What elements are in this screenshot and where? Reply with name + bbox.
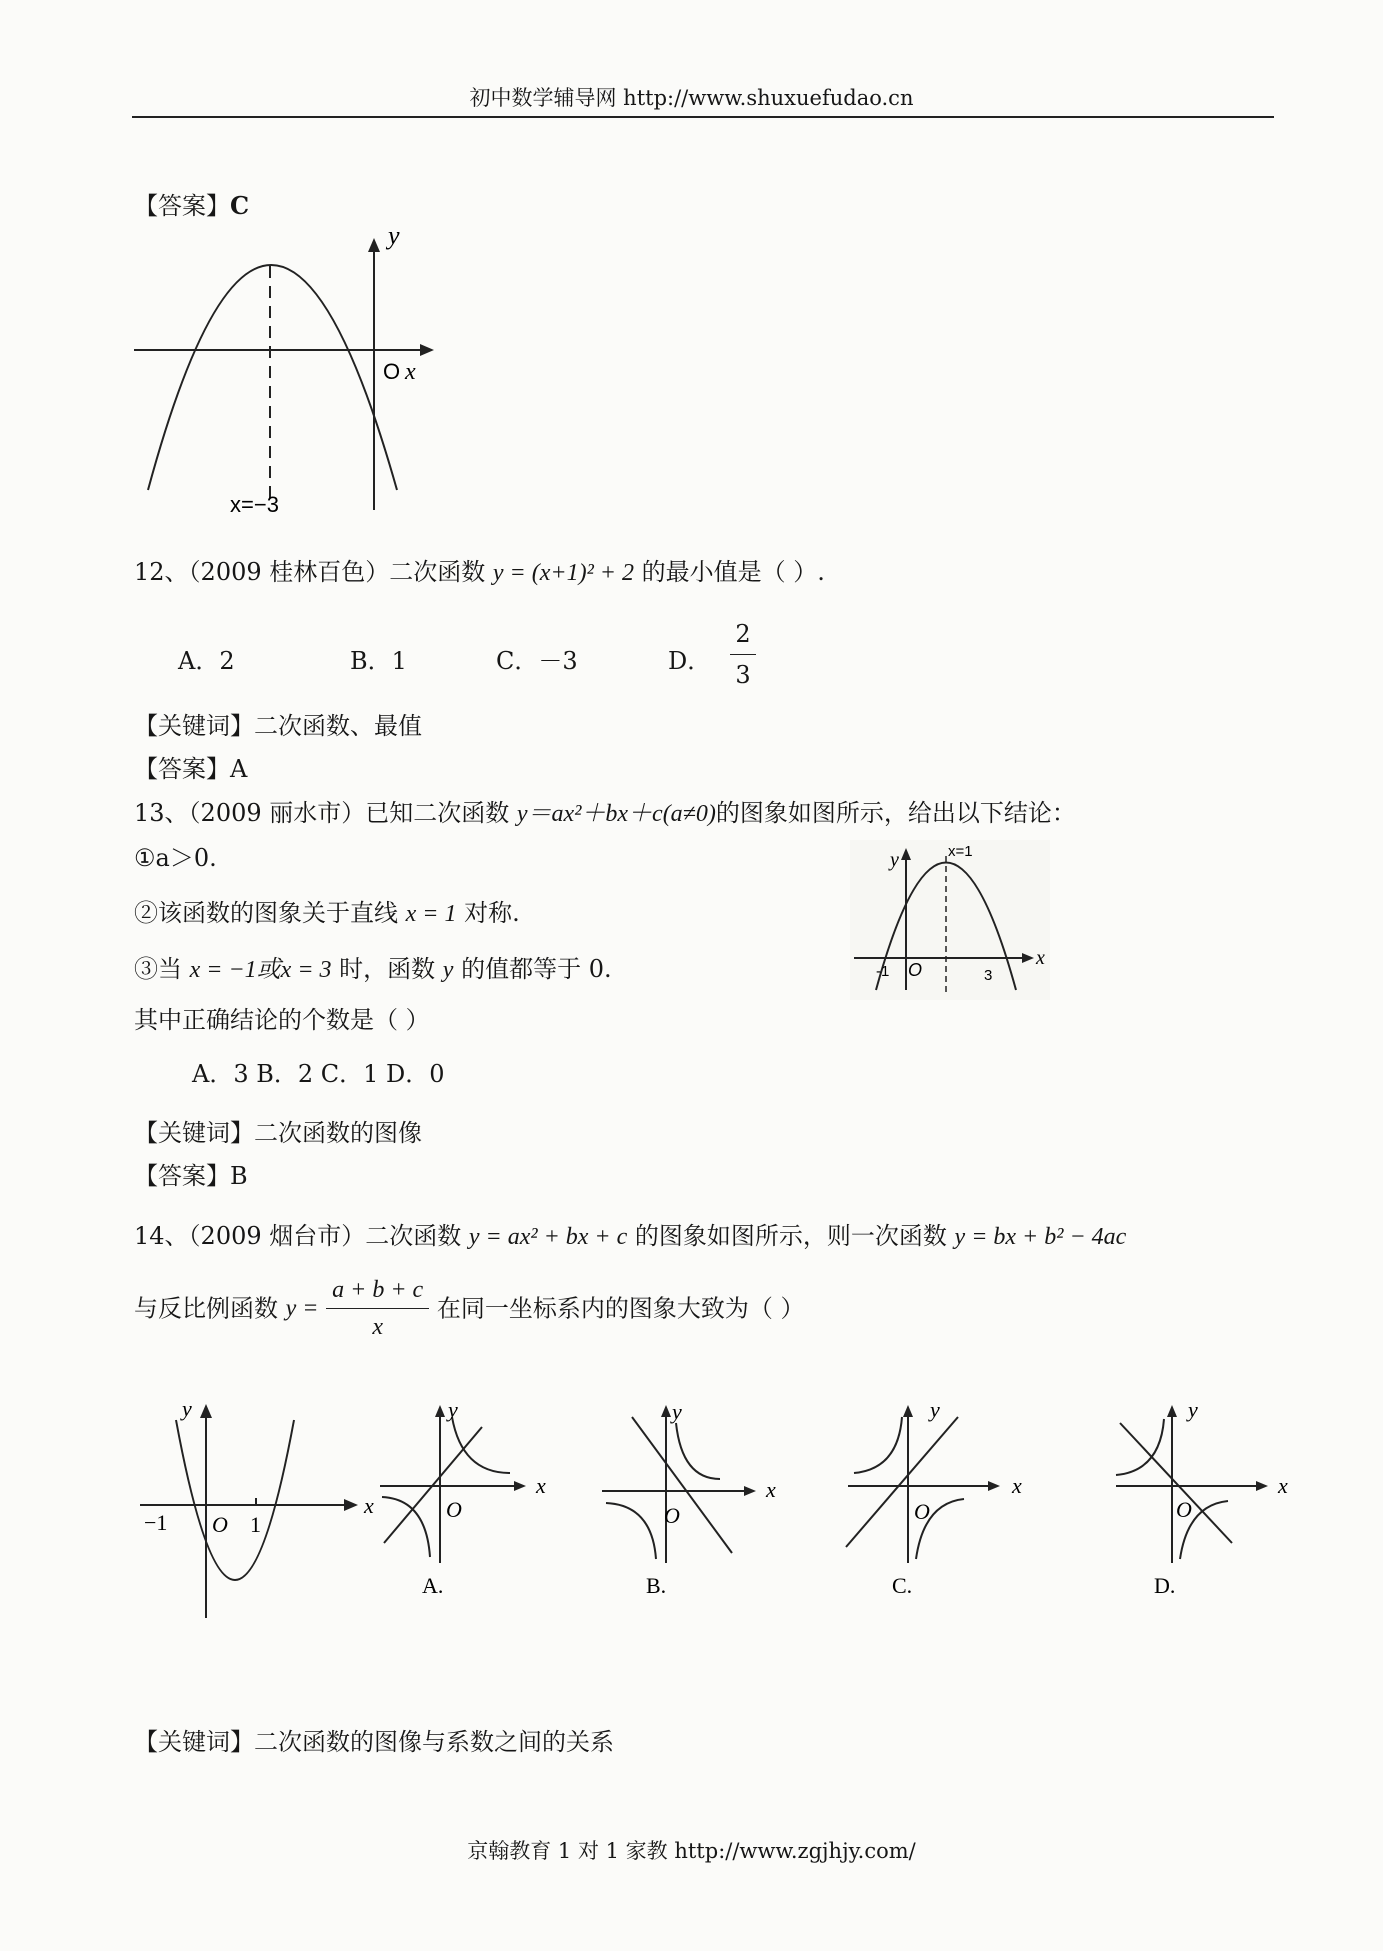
q13-conclusion-2-math: x = 1 — [405, 901, 457, 927]
q14-option-a-graph — [360, 1395, 560, 1595]
q12-option-a-value: 2 — [219, 647, 235, 675]
q14-number: 14、 — [134, 1222, 189, 1250]
page-header: 初中数学辅导网 http://www.shuxuefudao.cn — [469, 86, 914, 110]
q13-formula: y＝ax²＋bx＋c(a≠0) — [516, 801, 716, 827]
q13-keywords-label: 【关键词】 — [134, 1119, 254, 1147]
q14-formula-quadratic: y = ax² + bx + c — [468, 1224, 628, 1250]
q12-option-d-fraction-bar — [730, 654, 756, 655]
q12-stem-tail: 的最小值是（ ）. — [633, 558, 825, 586]
q13-conclusion-3-mid: 时，函数 — [331, 955, 443, 983]
q14-c-origin-label: O — [914, 1499, 930, 1524]
q14-c-option-label: C. — [892, 1573, 913, 1595]
q12-option-d-numerator: 2 — [735, 620, 751, 648]
q14-d-y-label: y — [1188, 1397, 1198, 1422]
q14-b-y-arrow-icon — [661, 1405, 671, 1417]
q14-keywords-value: 二次函数的图像与系数之间的关系 — [254, 1728, 614, 1756]
q14-a-x-label-left: x — [364, 1493, 374, 1518]
q14-line2-y: y = — [285, 1295, 319, 1322]
q11-answer-value: C — [230, 191, 250, 220]
q14-d-origin-label: O — [1176, 1497, 1192, 1522]
q13-left-root-label: -1 — [876, 963, 890, 980]
q14-main-y-arrow-icon — [200, 1404, 212, 1418]
q14-formula-linear: y = bx + b² − 4ac — [954, 1224, 1127, 1250]
q14-keywords — [134, 1722, 614, 1757]
q14-c-x-arrow-icon — [988, 1481, 1000, 1491]
q14-d-x-arrow-icon — [1256, 1481, 1268, 1491]
q14-option-b-graph — [598, 1395, 798, 1595]
q14-a-hyperbola-upper — [452, 1417, 510, 1473]
q14-a-option-label: A. — [422, 1573, 444, 1595]
q14-c-y-arrow-icon — [903, 1405, 913, 1417]
q14-a-y-arrow-icon — [435, 1405, 445, 1417]
q13-conclusion-3-y: y — [442, 957, 454, 983]
q13-number: 13、 — [134, 799, 189, 827]
q12-keywords-value: 二次函数、最值 — [254, 712, 422, 740]
q13-origin-label: O — [908, 960, 923, 980]
q14-a-x-label: x — [536, 1473, 546, 1498]
q11-parabola-curve — [148, 265, 397, 490]
q13-conclusion-1: ①a＞0. — [134, 844, 217, 872]
q13-conclusion-3 — [134, 949, 612, 984]
q12-keywords — [134, 706, 422, 741]
q12-answer-label: 【答案】 — [134, 755, 230, 783]
q14-b-x-label: x — [766, 1477, 776, 1502]
q14-a-origin-label: O — [446, 1497, 462, 1522]
q13-parabola-figure — [850, 840, 1050, 1000]
q14-b-option-label: B. — [646, 1573, 667, 1595]
q14-b-x-arrow-icon — [744, 1486, 756, 1496]
q14-option-c-graph — [840, 1395, 1040, 1595]
q13-conclusion-3-tail: 的值都等于 0. — [453, 955, 612, 983]
q14-main-x-arrow-icon — [344, 1499, 358, 1511]
q14-b-origin-label: O — [664, 1503, 680, 1528]
q14-b-hyperbola-lower — [606, 1503, 656, 1559]
q13-x-label: x — [1036, 947, 1045, 969]
q12-stem — [134, 552, 825, 587]
q13-stem-tail: 的图象如图所示，给出以下结论： — [715, 799, 1076, 827]
q12-keywords-label: 【关键词】 — [134, 712, 254, 740]
q14-stem-mid: 的图象如图所示，则一次函数 — [627, 1222, 955, 1250]
q12-source: （2009 桂林百色）二次函数 — [188, 558, 493, 586]
q11-answer — [134, 186, 249, 221]
q14-b-hyperbola-upper — [676, 1423, 720, 1479]
q14-c-y-label: y — [930, 1397, 940, 1422]
q14-source: （2009 烟台市）二次函数 — [188, 1222, 469, 1250]
q11-x-label: x — [405, 359, 416, 385]
q13-symmetry-label: x=1 — [948, 843, 973, 860]
q14-b-line — [632, 1417, 732, 1553]
q14-d-line — [1120, 1423, 1232, 1543]
q12-option-d-denominator: 3 — [735, 661, 751, 689]
q14-d-x-label: x — [1278, 1473, 1288, 1498]
q14-c-x-label: x — [1012, 1473, 1022, 1498]
q13-keywords-value: 二次函数的图像 — [254, 1119, 422, 1147]
q12-formula: y = (x+1)² + 2 — [492, 560, 634, 586]
q12-option-b — [350, 641, 407, 676]
q14-c-line — [846, 1417, 958, 1547]
q13-keywords — [134, 1113, 422, 1148]
q13-y-label: y — [890, 849, 899, 871]
q14-line2-text: 与反比例函数 — [134, 1294, 286, 1323]
q13-conclusion-3-text: ③当 — [134, 955, 190, 983]
q11-y-label: y — [388, 230, 400, 250]
q14-a-x-arrow-icon — [514, 1481, 526, 1491]
q14-a-y-label: y — [448, 1397, 458, 1422]
q14-main-tick-right-label: 1 — [250, 1512, 261, 1537]
q12-answer-value: A — [230, 755, 248, 783]
q12-option-d-fraction — [730, 620, 756, 689]
q13-conclusion-2 — [134, 893, 520, 928]
q11-answer-label: 【答案】 — [134, 192, 230, 220]
q13-conclusion-2-tail: 对称. — [456, 899, 520, 927]
q14-fraction-numerator: a + b + c — [332, 1277, 424, 1303]
q13-answer-label: 【答案】 — [134, 1162, 230, 1190]
q13-question: 其中正确结论的个数是（ ） — [134, 1006, 430, 1034]
q12-option-c-value: －3 — [538, 647, 578, 675]
q12-option-b-value: 1 — [391, 647, 407, 675]
q12-option-d-label: D． — [668, 647, 712, 675]
q12-option-a — [178, 641, 235, 676]
q12-option-c-label: C． — [496, 647, 539, 675]
q12-option-d — [668, 641, 711, 676]
q11-y-arrow-icon — [368, 238, 380, 252]
q14-stem-line2 — [134, 1278, 804, 1339]
q14-c-hyperbola-upper — [854, 1417, 902, 1473]
header-rule — [132, 116, 1274, 118]
q14-main-graph — [130, 1390, 370, 1630]
q14-d-y-arrow-icon — [1167, 1405, 1177, 1417]
q14-main-parabola — [176, 1420, 294, 1580]
q12-answer — [134, 749, 247, 784]
q14-a-hyperbola-lower — [382, 1497, 430, 1557]
q14-b-y-label: y — [672, 1399, 682, 1424]
q12-option-c — [496, 641, 578, 676]
q13-answer-value: B — [230, 1162, 248, 1190]
q14-keywords-label: 【关键词】 — [134, 1728, 254, 1756]
q12-number: 12、 — [134, 558, 189, 586]
q11-origin-label: O — [383, 359, 401, 384]
q11-symmetry-label: x=−3 — [230, 492, 279, 517]
q14-reciprocal-fraction — [326, 1278, 429, 1339]
q11-x-arrow-icon — [420, 344, 434, 356]
q13-source: （2009 丽水市）已知二次函数 — [188, 799, 517, 827]
q13-stem — [134, 793, 1076, 828]
q13-options: A．3 B．2 C．1 D．0 — [192, 1060, 445, 1088]
q14-stem — [134, 1216, 1126, 1251]
q12-option-a-label: A． — [178, 647, 220, 675]
q14-fraction-denominator: x — [372, 1314, 383, 1340]
page-footer: 京翰教育 1 对 1 家教 http://www.zgjhjy.com/ — [467, 1839, 916, 1863]
q14-line2-tail: 在同一坐标系内的图象大致为（ ） — [436, 1294, 805, 1323]
q13-right-root-label: 3 — [984, 967, 993, 984]
q13-conclusion-2-text: ②该函数的图象关于直线 — [134, 899, 406, 927]
q12-option-b-label: B． — [350, 647, 392, 675]
q14-option-d-graph — [1102, 1395, 1302, 1595]
q14-main-tick-left-label: −1 — [144, 1510, 168, 1535]
q13-conclusion-3-math: x = −1或x = 3 — [189, 957, 332, 983]
q14-main-y-label: y — [182, 1396, 192, 1421]
q14-main-origin-label: O — [212, 1512, 228, 1537]
q14-d-option-label: D. — [1154, 1573, 1176, 1595]
q11-parabola-figure — [130, 230, 460, 520]
q14-fraction-bar — [326, 1308, 429, 1309]
q13-answer — [134, 1156, 248, 1191]
